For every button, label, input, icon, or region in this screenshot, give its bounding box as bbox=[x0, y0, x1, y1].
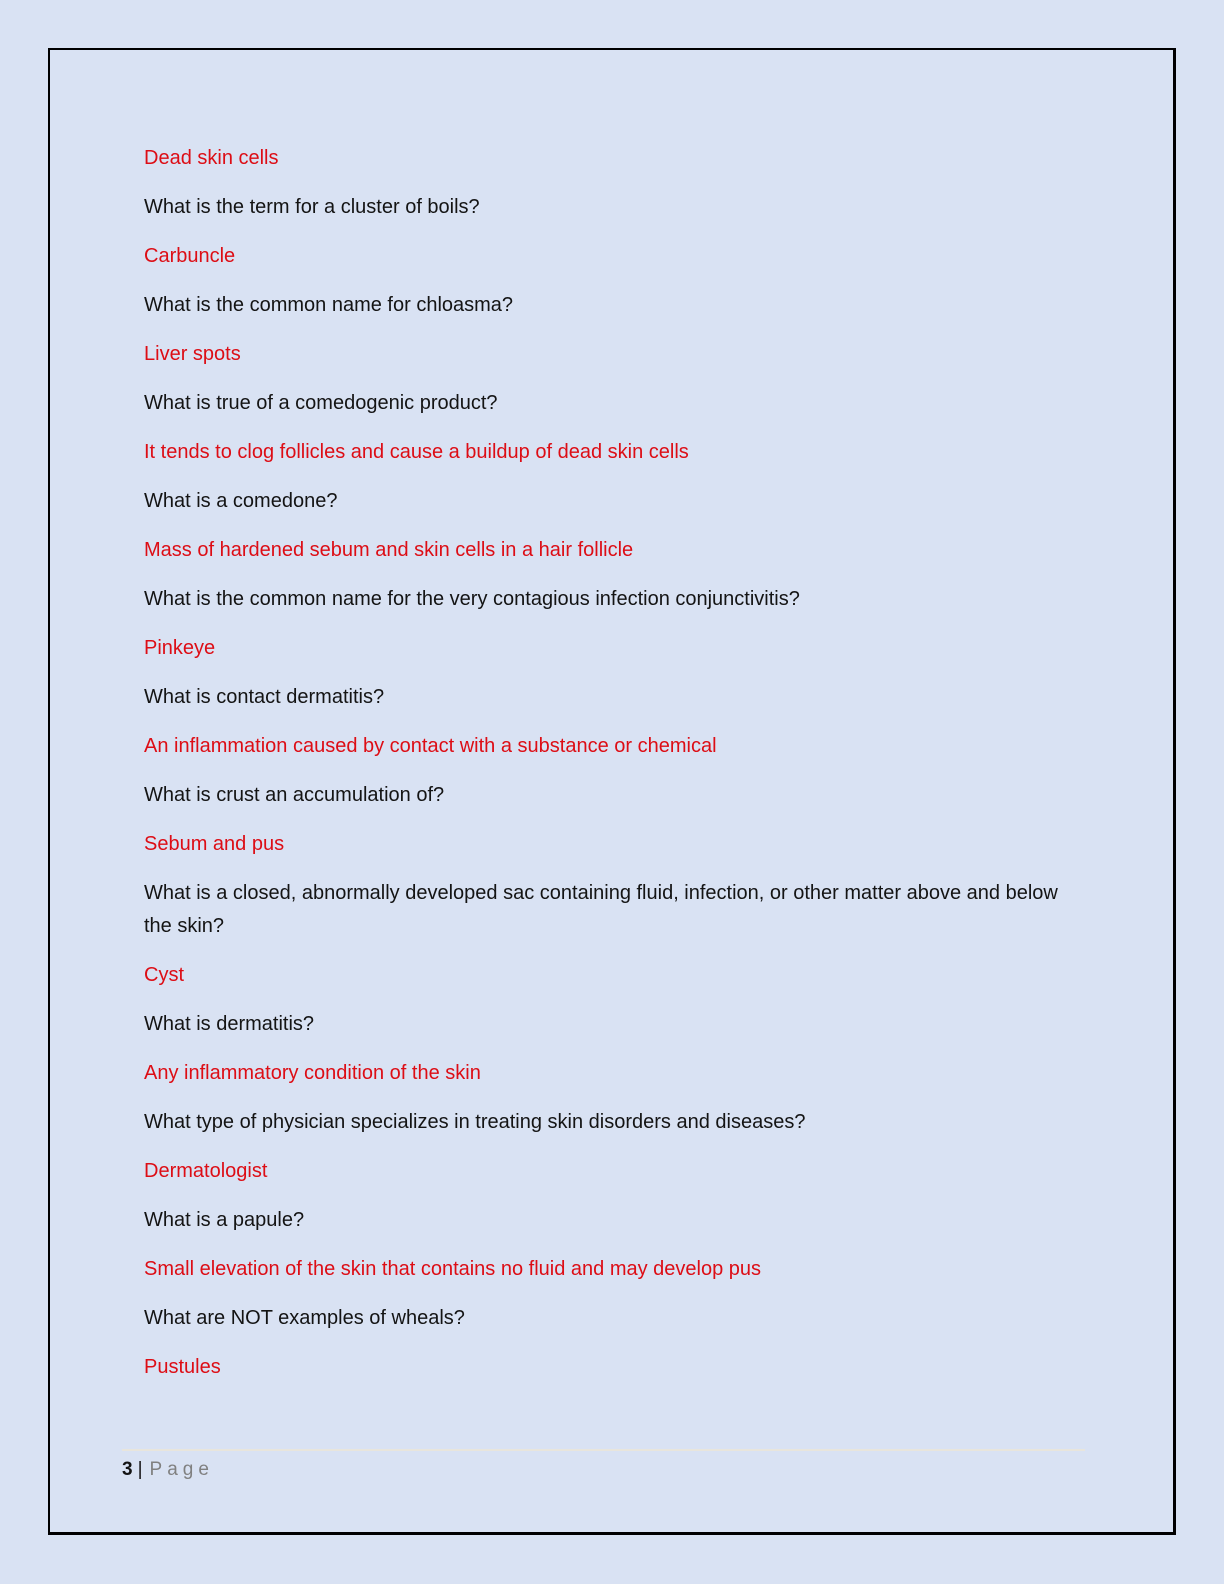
question-line: What is crust an accumulation of? bbox=[144, 784, 445, 806]
answer-line: Sebum and pus bbox=[144, 833, 285, 855]
answer-line: Cyst bbox=[144, 964, 184, 986]
question-line: What is true of a comedogenic product? bbox=[144, 392, 498, 414]
qa-list bbox=[144, 142, 1069, 1400]
answer-line: Carbuncle bbox=[144, 245, 236, 267]
answer-line: Dead skin cells bbox=[144, 147, 279, 169]
footer-page-label bbox=[122, 1458, 1085, 1482]
answer-line: Liver spots bbox=[144, 343, 241, 365]
answer-line: An inflammation caused by contact with a substance or chemical bbox=[144, 735, 717, 757]
page-footer bbox=[122, 1449, 1085, 1482]
question-line: What type of physician specializes in treating skin disorders and diseases? bbox=[144, 1111, 806, 1133]
question-line: What are NOT examples of wheals? bbox=[144, 1307, 465, 1329]
footer-separator: | bbox=[137, 1459, 143, 1480]
answer-line: Small elevation of the skin that contains no fluid and may develop pus bbox=[144, 1258, 762, 1280]
answer-line: It tends to clog follicles and cause a buildup of dead skin cells bbox=[144, 441, 689, 463]
answer-line: Pustules bbox=[144, 1356, 221, 1378]
answer-line: Mass of hardened sebum and skin cells in a hair follicle bbox=[144, 539, 634, 561]
answer-line: Pinkeye bbox=[144, 637, 216, 659]
answer-line: Any inflammatory condition of the skin bbox=[144, 1062, 481, 1084]
page-border-frame bbox=[48, 48, 1176, 1535]
question-line: What is contact dermatitis? bbox=[144, 686, 385, 708]
question-line: What is the common name for the very contagious infection conjunctivitis? bbox=[144, 588, 800, 610]
answer-line: Dermatologist bbox=[144, 1160, 268, 1182]
question-line: What is a closed, abnormally developed sac containing fluid, infection, or other matter above and below the skin? bbox=[144, 882, 1058, 937]
question-line: What is a comedone? bbox=[144, 490, 338, 512]
question-line: What is the common name for chloasma? bbox=[144, 294, 514, 316]
question-line: What is the term for a cluster of boils? bbox=[144, 196, 480, 218]
question-line: What is dermatitis? bbox=[144, 1013, 315, 1035]
page-number: 3 bbox=[122, 1459, 133, 1480]
question-line: What is a papule? bbox=[144, 1209, 305, 1231]
footer-page-word: Page bbox=[149, 1459, 214, 1480]
